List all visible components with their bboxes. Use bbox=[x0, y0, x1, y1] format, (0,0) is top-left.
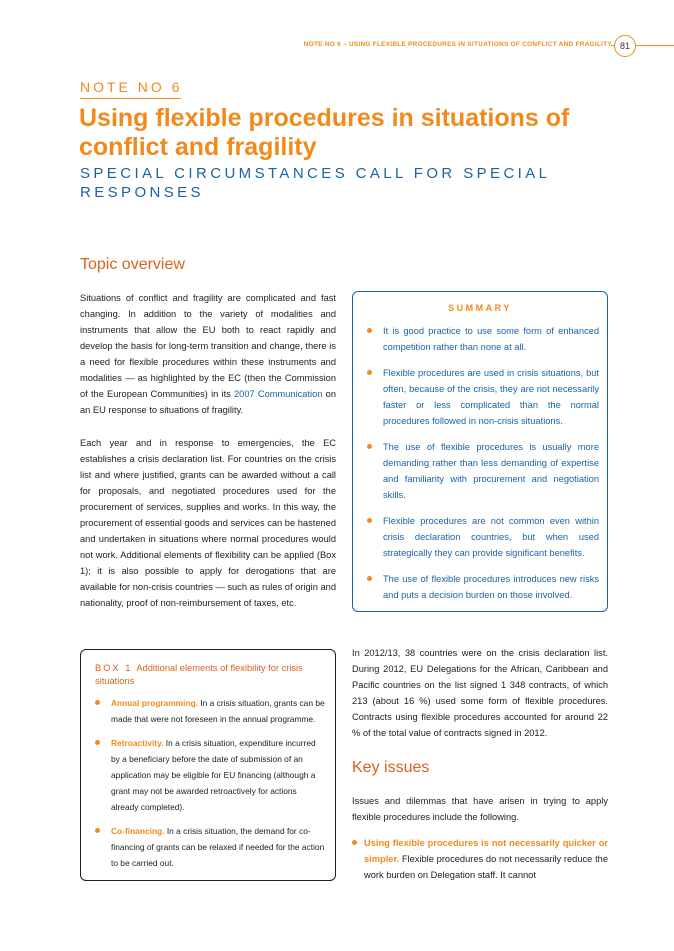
bullet-icon bbox=[367, 518, 372, 523]
bullet-icon bbox=[95, 700, 100, 705]
summary-box bbox=[352, 291, 608, 612]
box-1-list bbox=[93, 695, 325, 879]
key-issue-item: Using flexible procedures is not necessarily quicker or simpler. Flexible procedures do not necessarily reduce the work burden on Delegation staff. It cannot bbox=[352, 835, 608, 883]
box-1 bbox=[80, 649, 336, 881]
note-label-underline bbox=[80, 98, 181, 99]
key-issues-intro: Issues and dilemmas that have arisen in trying to apply flexible procedures include the following. bbox=[352, 796, 608, 822]
key-issues-body bbox=[352, 793, 608, 883]
page-title: Using flexible procedures in situations of conflict and fragility bbox=[79, 104, 570, 161]
box-1-label: BOX 1 bbox=[95, 663, 133, 673]
bullet-icon bbox=[95, 740, 100, 745]
crisis-list-paragraph: In 2012/13, 38 countries were on the crisis declaration list. During 2012, EU Delegations for the African, Caribbean and Pacific countries on the list signed 1 348 contracts, of which 213 (about 16 %) used some form of flexible procedures. Contracts using flexible procedures accounted for around 22 % of the total value of contracts signed in 2012. bbox=[352, 648, 608, 738]
topic-overview-heading: Topic overview bbox=[80, 256, 185, 273]
summary-item: The use of flexible procedures is usually more demanding rather than less demanding of expertise and familiarity with procurement and negotiation skills. bbox=[365, 439, 599, 503]
communication-link[interactable]: 2007 Communication bbox=[234, 389, 323, 399]
box-1-heading bbox=[95, 662, 325, 688]
summary-item: It is good practice to use some form of enhanced competition rather than none at all. bbox=[365, 323, 599, 355]
box-1-item: Retroactivity. In a crisis situation, expenditure incurred by a beneficiary before the date of submission of an application may be eligible for EU financing (although a grant may not be awarded retroactively for actions already completed). bbox=[93, 735, 325, 815]
crisis-list-paragraph-wrap bbox=[352, 645, 608, 741]
summary-heading: SUMMARY bbox=[448, 303, 512, 313]
summary-list bbox=[365, 323, 599, 613]
bullet-icon bbox=[352, 840, 357, 845]
running-header: NOTE NO 6 – USING FLEXIBLE PROCEDURES IN SITUATIONS OF CONFLICT AND FRAGILITY bbox=[303, 41, 612, 48]
topic-overview-paragraph-1: Situations of conflict and fragility are complicated and fast changing. In addition to the variety of modalities and instruments that allow the EU both to react rapidly and develop the basis for long-term transition and change, there is a need for flexible procedures within these instruments and modalities — as highlighted by the EC (then the Commission of the European Communities) in its 2007 Communication on an EU response to situations of fragility. bbox=[80, 293, 336, 415]
page-subtitle: SPECIAL CIRCUMSTANCES CALL FOR SPECIAL RESPONSES bbox=[80, 165, 550, 201]
box-1-title: Additional elements of flexibility for crisis situations bbox=[95, 663, 303, 686]
box-1-item: Co-financing. In a crisis situation, the demand for co-financing of grants can be relaxed if needed for the action to be carried out. bbox=[93, 823, 325, 871]
summary-item: Flexible procedures are not common even within crisis declaration countries, but when used strategically they can provide significant benefits. bbox=[365, 513, 599, 561]
bullet-icon bbox=[367, 444, 372, 449]
summary-item: Flexible procedures are used in crisis situations, but often, because of the crisis, they are not necessarily faster or less complicated than the normal procedures followed in non-crisis situations. bbox=[365, 365, 599, 429]
bullet-icon bbox=[367, 370, 372, 375]
page-number: 81 bbox=[614, 35, 636, 57]
bullet-icon bbox=[95, 828, 100, 833]
note-label: NOTE NO 6 bbox=[80, 79, 183, 95]
topic-overview-paragraph-2: Each year and in response to emergencies, the EC establishes a crisis declaration list. For countries on the crisis list and where justified, grants can be awarded without a call for proposals, and negotiated procedures used for the procurement of services, supplies and works. In this way, the procurement of essential goods and services can be hastened and undertaken in situations where normal procedures would not work. Additional elements of flexibility can be applied (Box 1); it is also possible to apply for derogations that are available for non-crisis countries — such as rules of origin and nationality, proof of non-reimbursement of taxes, etc. bbox=[80, 438, 336, 608]
bullet-icon bbox=[367, 576, 372, 581]
key-issues-heading: Key issues bbox=[352, 759, 430, 776]
topic-overview-body bbox=[80, 290, 336, 611]
bullet-icon bbox=[367, 328, 372, 333]
box-1-item: Annual programming. In a crisis situation, grants can be made that were not foreseen in the annual programme. bbox=[93, 695, 325, 727]
summary-item: The use of flexible procedures introduces new risks and puts a decision burden on those involved. bbox=[365, 571, 599, 603]
